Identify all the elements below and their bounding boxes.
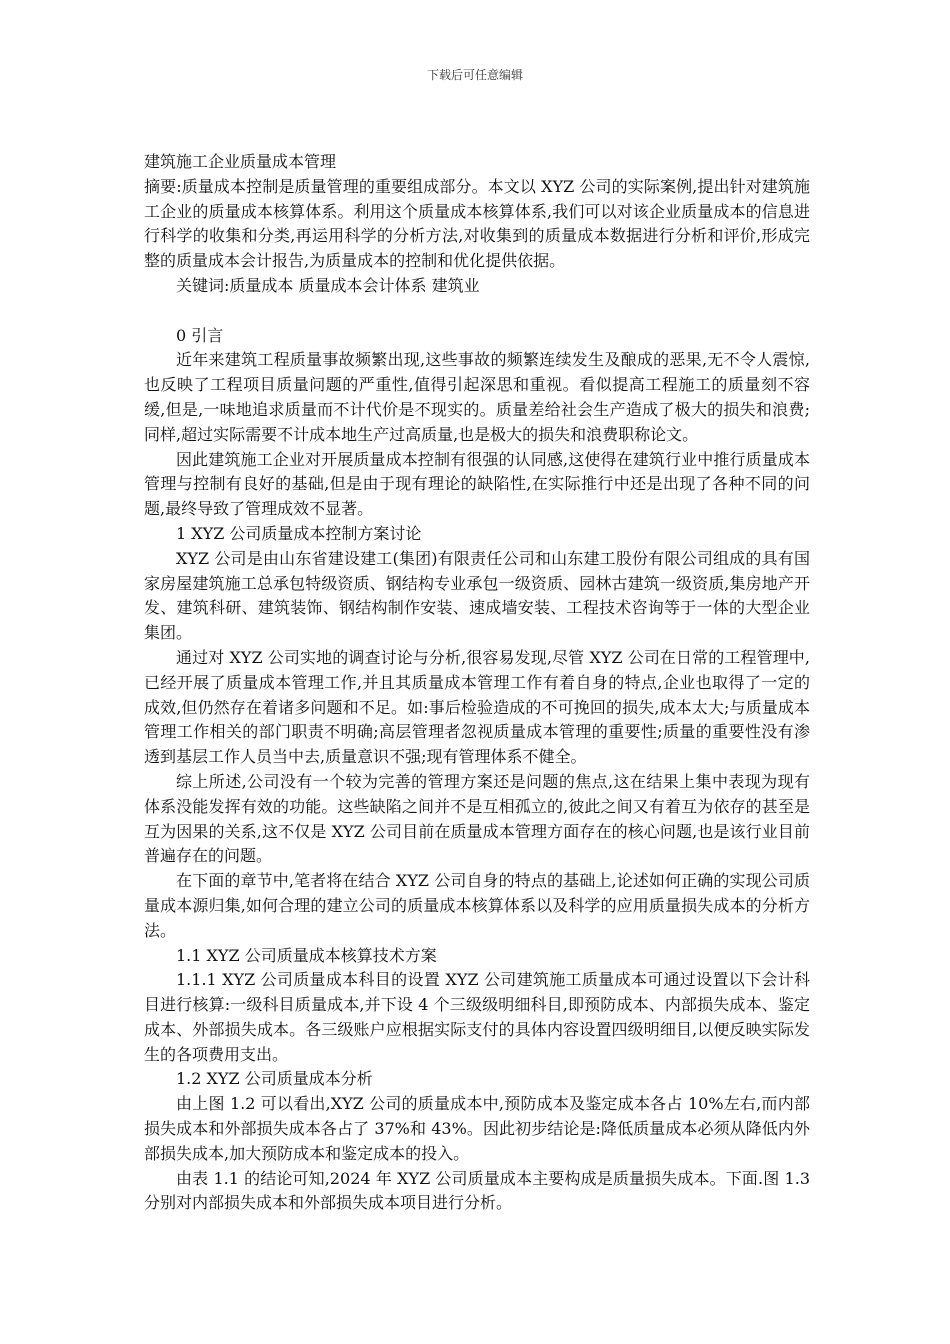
document-title: 建筑施工企业质量成本管理 <box>144 152 337 171</box>
blank-line <box>144 299 810 324</box>
paragraph: 由上图 1.2 可以看出,XYZ 公司的质量成本中,预防成本及鉴定成本各占 10%左右,而内部损失成本和外部损失成本各占了 37%和 43%。因此初步结论是:降低质量成本必须从降低内外部损失成本,加大预防成本和鉴定成本的投入。 <box>144 1094 810 1163</box>
paragraph: XYZ 公司是由山东省建设建工(集团)有限责任公司和山东建工股份有限公司组成的具有国家房屋建筑施工总承包特级资质、钢结构专业承包一级资质、园林古建筑一级资质,集房地产开发、建筑科研、建筑装饰、钢结构制作安装、速成墙安装、工程技术咨询等于一体的大型企业集团。 <box>144 548 810 643</box>
paragraph: 因此建筑施工企业对开展质量成本控制有很强的认同感,这使得在建筑行业中推行质量成本管理与控制有良好的基础,但是由于现有理论的缺陷性,在实际推行中还是出现了各种不同的问题,最终导致了管理成效不显著。 <box>144 449 810 519</box>
paragraph: 1.1.1 XYZ 公司质量成本科目的设置 XYZ 公司建筑施工质量成本可通过设置以下会计科目进行核算:一级科目质量成本,并下设 4 个三级级明细科目,即预防成本、内部损失成本、鉴定成本、外部损失成本。各三级账户应根据实际支付的具体内容设置四级明细目,以便反映实际发生的各项费用支出。 <box>144 970 810 1064</box>
page-header: 下载后可任意编辑 <box>426 68 523 82</box>
section-heading-1: 1 XYZ 公司质量成本控制方案讨论 <box>176 523 422 543</box>
paragraph: 近年来建筑工程质量事故频繁出现,这些事故的频繁连续发生及酿成的恶果,无不令人震惊,也反映了工程项目质量问题的严重性,值得引起深思和重视。看似提高工程施工的质量刻不容缓,但是,一味地追求质量而不计代价是不现实的。质量差给社会生产造成了极大的损失和浪费;同样,超过实际需要不计成本地生产过高质量,也是极大的损失和浪费职称论文。 <box>144 350 810 444</box>
section-heading-intro: 0 引言 <box>176 325 224 345</box>
paragraph: 综上所述,公司没有一个较为完善的管理方案还是问题的焦点,这在结果上集中表现为现有体系没能发挥有效的功能。这些缺陷之间并不是互相孤立的,彼此之间又有着互为依存的甚至是互为因果的关系,这不仅是 XYZ 公司目前在质量成本管理方面存在的核心问题,也是该行业目前普遍存在的问题。 <box>144 771 810 866</box>
paragraph: 通过对 XYZ 公司实地的调查讨论与分析,很容易发现,尽管 XYZ 公司在日常的工程管理中,已经开展了质量成本管理工作,并且其质量成本管理工作有着自身的特点,企业也取得了一定的成效,但仍然存在着诸多问题和不足。如:事后检验造成的不可挽回的损失,成本太大;与质量成本管理工作相关的部门职责不明确;高层管理者忽视质量成本管理的重要性;质量的重要性没有渗透到基层工作人员当中去,质量意识不强;现有管理体系不健全。 <box>144 647 810 767</box>
section-heading-1-2: 1.2 XYZ 公司质量成本分析 <box>176 1069 373 1089</box>
keywords-line: 关键词:质量成本 质量成本会计体系 建筑业 <box>176 275 480 295</box>
document-body <box>144 150 810 1216</box>
paragraph: 在下面的章节中,笔者将在结合 XYZ 公司自身的特点的基础上,论述如何正确的实现公司质量成本源归集,如何合理的建立公司的质量成本核算体系以及科学的应用质量损失成本的分析方法。 <box>144 871 810 940</box>
paragraph: 由表 1.1 的结论可知,2024 年 XYZ 公司质量成本主要构成是质量损失成本。下面.图 1.3 分别对内部损失成本和外部损失成本项目进行分析。 <box>144 1168 810 1213</box>
section-heading-1-1: 1.1 XYZ 公司质量成本核算技术方案 <box>176 945 437 965</box>
abstract-paragraph: 摘要:质量成本控制是质量管理的重要组成部分。本文以 XYZ 公司的实际案例,提出针对建筑施工企业的质量成本核算体系。利用这个质量成本核算体系,我们可以对该企业质量成本的信息进行科学的收集和分类,再运用科学的分析方法,对收集到的质量成本数据进行分析和评价,形成完整的质量成本会计报告,为质量成本的控制和优化提供依据。 <box>144 176 810 271</box>
